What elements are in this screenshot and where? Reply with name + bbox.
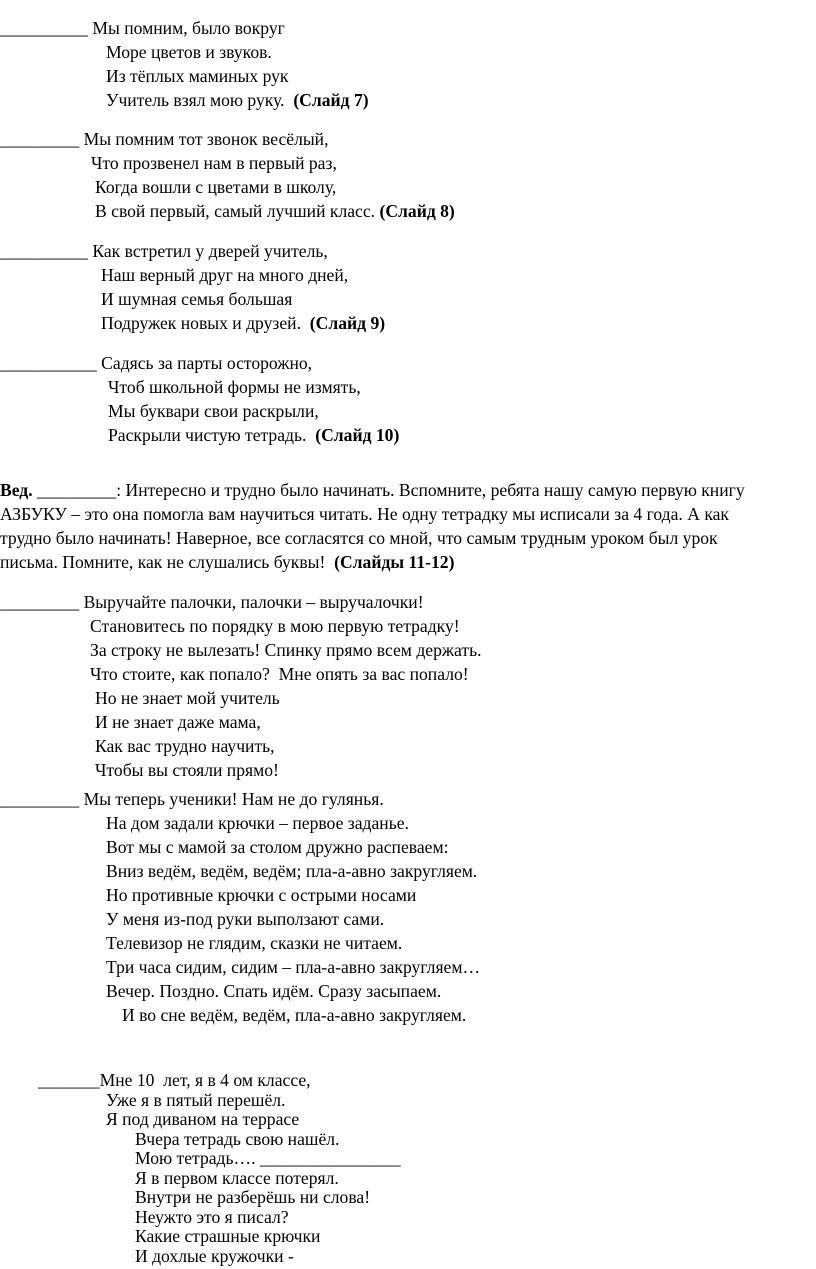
stanza-3-line-3: И шумная семья большая xyxy=(101,289,293,309)
stanza-4-line-3: Мы буквари свои раскрыли, xyxy=(108,401,319,421)
stanza-4-line-4 xyxy=(108,424,399,446)
stanza-2-line-1: _________ Мы помним тот звонок весёлый, xyxy=(0,129,329,149)
stanza-6-line: Вот мы с мамой за столом дружно распеваем: xyxy=(106,837,449,857)
stanza-7-line: И дохлые кружочки - xyxy=(135,1246,294,1266)
stanza-2-line-4 xyxy=(95,200,455,222)
host-line-1 xyxy=(0,479,745,501)
slide-marker: (Слайды 11-12) xyxy=(334,552,455,572)
stanza-6-line: Вниз ведём, ведём, ведём; пла-а-авно закругляем. xyxy=(106,861,478,881)
stanza-3-line-4 xyxy=(101,312,385,334)
stanza-1-line-4 xyxy=(106,89,369,111)
stanza-5-line: Становитесь по порядку в мою первую тетрадку! xyxy=(90,616,460,636)
stanza-1-line-2: Море цветов и звуков. xyxy=(106,42,272,62)
stanza-1-line-1: __________ Мы помним, было вокруг xyxy=(0,18,285,38)
slide-marker: (Слайд 9) xyxy=(309,313,386,333)
stanza-7-line: Какие страшные крючки xyxy=(135,1226,321,1247)
stanza-6-line: Телевизор не глядим, сказки не читаем. xyxy=(106,933,403,953)
stanza-6-line: Вечер. Поздно. Спать идём. Сразу засыпаем. xyxy=(106,981,442,1001)
host-line-2: АЗБУКУ – это она помогла вам научиться читать. Не одну тетрадку мы исписали за 4 года. А как xyxy=(0,504,729,524)
stanza-7-line: Я под диваном на террасе xyxy=(106,1109,300,1130)
stanza-7-line: Мою тетрадь…. ________________ xyxy=(135,1148,401,1169)
host-text: _________: Интересно и трудно было начинать. Вспомните, ребята нашу самую первую книгу xyxy=(32,480,745,500)
stanza-6-line: Но противные крючки с острыми носами xyxy=(106,885,417,905)
verse-text: Учитель взял мою руку. xyxy=(106,90,294,110)
stanza-4-line-1: ___________ Садясь за парты осторожно, xyxy=(0,353,313,373)
stanza-5-line: И не знает даже мама, xyxy=(95,712,261,732)
host-line-4 xyxy=(0,551,454,573)
stanza-5-line: Чтобы вы стояли прямо! xyxy=(95,760,279,780)
verse-text: Раскрыли чистую тетрадь. xyxy=(108,425,316,445)
stanza-6-line: _________ Мы теперь ученики! Нам не до гулянья. xyxy=(0,789,384,809)
verse-text: Подружек новых и друзей. xyxy=(101,313,310,333)
stanza-6-line: На дом задали крючки – первое заданье. xyxy=(106,813,409,833)
verse-text: В свой первый, самый лучший класс. xyxy=(95,201,380,221)
stanza-2-line-2: Что прозвенел нам в первый раз, xyxy=(91,153,337,173)
stanza-6-line: Три часа сидим, сидим – пла-а-авно закругляем… xyxy=(106,957,481,977)
host-label: Вед. xyxy=(0,480,33,500)
stanza-7-line: Вчера тетрадь свою нашёл. xyxy=(135,1128,340,1149)
stanza-3-line-1: __________ Как встретил у дверей учитель, xyxy=(0,241,328,261)
stanza-5-line: _________ Выручайте палочки, палочки – выручалочки! xyxy=(0,592,424,612)
stanza-3-line-2: Наш верный друг на много дней, xyxy=(101,265,349,285)
stanza-7-line: Внутри не разберёшь ни слова! xyxy=(135,1187,371,1208)
slide-marker: (Слайд 7) xyxy=(293,90,369,110)
host-line-3: трудно было начинать! Наверное, все согласятся со мной, что самым трудным уроком был урок xyxy=(0,528,718,548)
stanza-6-line: У меня из-под руки выползают сами. xyxy=(106,909,385,929)
stanza-7-line: Я в первом классе потерял. xyxy=(135,1167,339,1188)
stanza-7-line: Неужто это я писал? xyxy=(135,1206,289,1227)
host-text: письма. Помните, как не слушались буквы! xyxy=(0,552,335,572)
stanza-1-line-3: Из тёплых маминых рук xyxy=(106,66,289,86)
stanza-2-line-3: Когда вошли с цветами в школу, xyxy=(95,177,337,197)
slide-marker: (Слайд 10) xyxy=(315,425,400,445)
stanza-7-line: _______Мне 10 лет, я в 4 ом классе, xyxy=(38,1070,311,1090)
slide-marker: (Слайд 8) xyxy=(379,201,455,221)
stanza-5-line: Что стоите, как попало? Мне опять за вас попало! xyxy=(90,664,469,684)
stanza-6-line: И во сне ведём, ведём, пла-а-авно закругляем. xyxy=(122,1005,467,1025)
stanza-5-line: Но не знает мой учитель xyxy=(95,688,280,708)
stanza-4-line-2: Чтоб школьной формы не измять, xyxy=(108,377,361,397)
stanza-7-line: Уже я в пятый перешёл. xyxy=(106,1089,286,1110)
stanza-5-line: Как вас трудно научить, xyxy=(95,736,275,756)
stanza-5-line: За строку не вылезать! Спинку прямо всем держать. xyxy=(90,640,482,660)
